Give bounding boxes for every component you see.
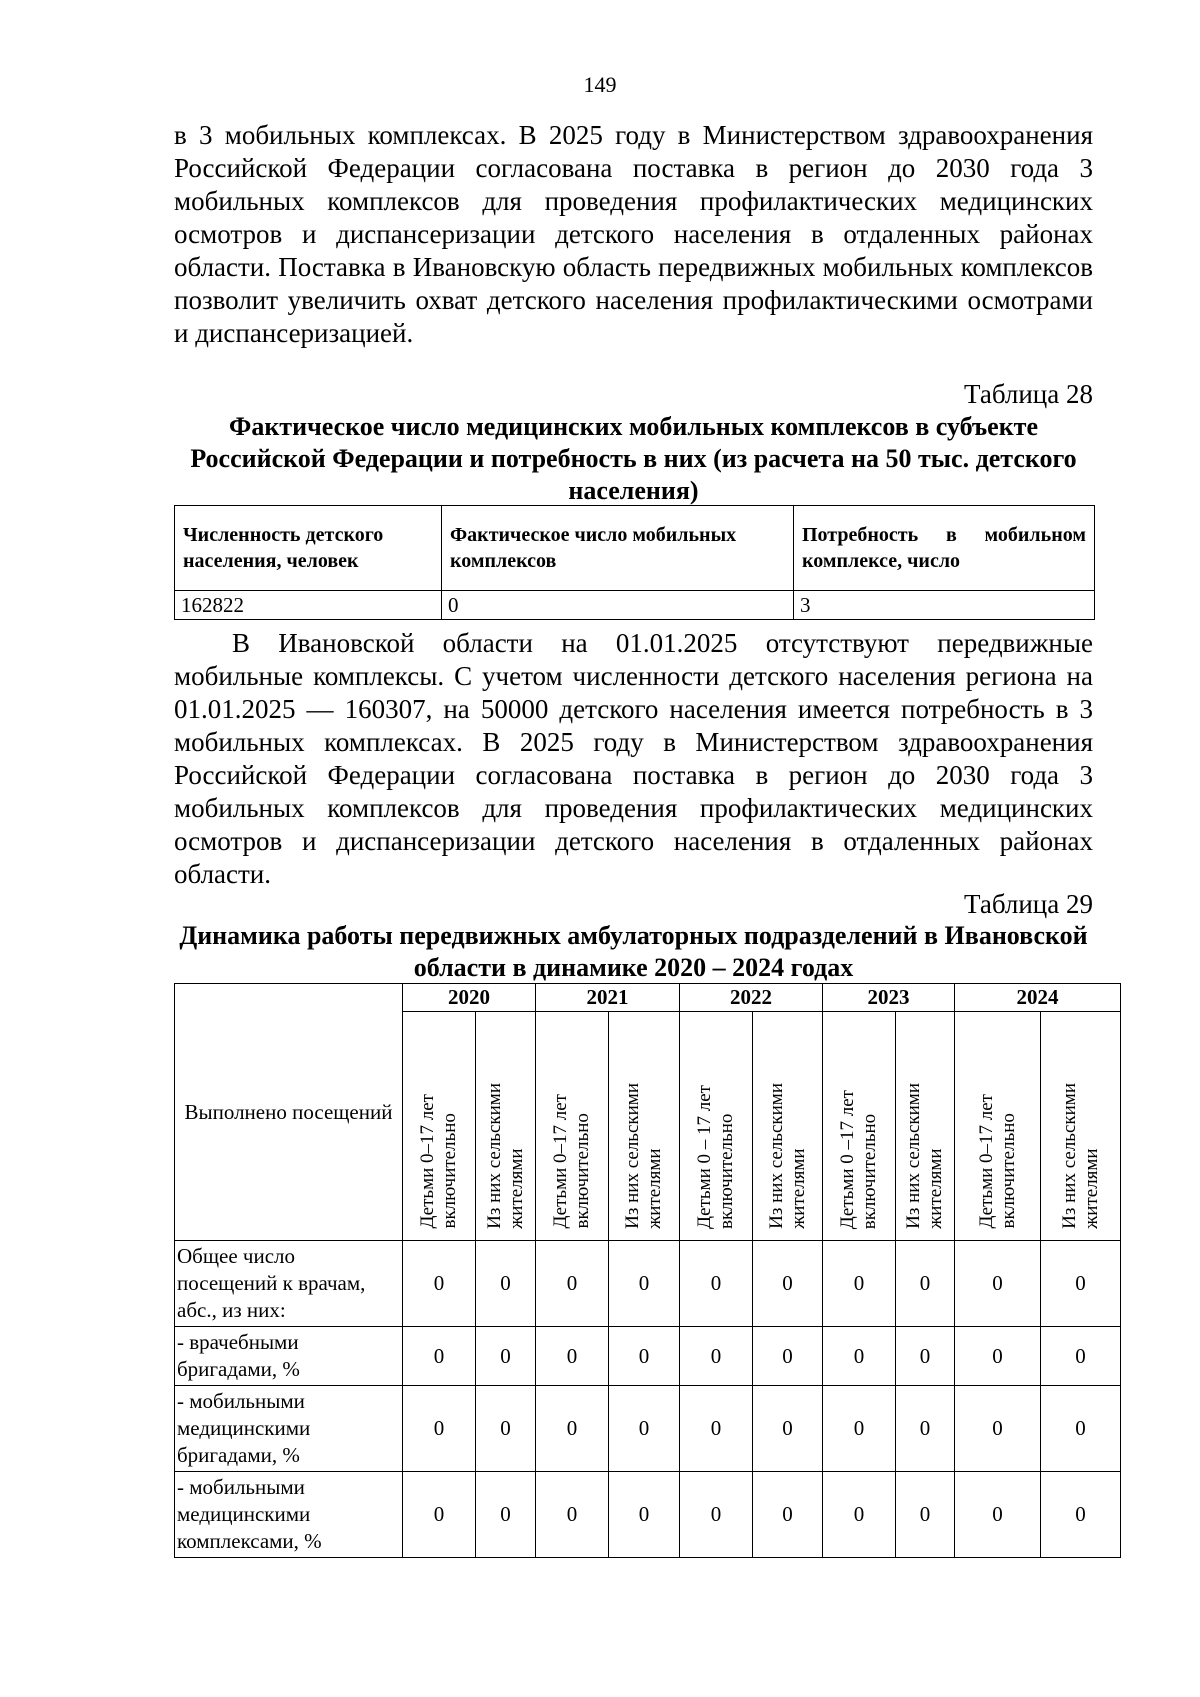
table-28-title: Фактическое число медицинских мобильных комплексов в субъекте Российской Федерации и потребность в них (из расчета на 50 тыс. детского населения) [190,412,1077,505]
table-28-header-row [175,506,1095,591]
table-29-subheader-label: Детьми 0–17 лет включительно [417,1094,460,1229]
table-cell: 0 [536,1386,609,1472]
table-cell: 0 [476,1386,536,1472]
table-cell: 0 [609,1386,680,1472]
table-28-cell-population: 162822 [175,591,442,620]
table-cell: 0 [753,1386,823,1472]
table-29-year-row [175,984,1121,1012]
table-cell: 0 [680,1386,753,1472]
table-29-subheader-label: Из них сельскими жителями [765,1083,809,1229]
table-29-subheader-label: Из них сельскими жителями [1058,1083,1102,1229]
table-cell: 0 [403,1327,476,1386]
table-29 [174,983,1121,1558]
table-cell: 0 [476,1327,536,1386]
table-cell: 0 [955,1241,1041,1327]
table-29-subheader-label: Детьми 0–17 лет включительно [975,1094,1019,1229]
table-29-corner-header: Выполнено посещений [175,984,403,1241]
table-29-subheader [680,1012,753,1241]
table-29-subheader [896,1012,955,1241]
page-number: 149 [583,72,617,97]
table-29-subheader [753,1012,823,1241]
table-cell: 0 [476,1241,536,1327]
table-cell: 0 [680,1327,753,1386]
paragraph-1: в 3 мобильных комплексах. В 2025 году в Министерством здравоохранения Российской Федерации согласована поставка в регион до 2030 года 3 мобильных комплексов для проведения профилактических медицинских осмотров и диспансеризации детского населения в отдаленных районах области. Поставка в Ивановскую область передвижных мобильных комплексов позволит увеличить охват детского населения профилактическими осмотрами и диспансеризацией. [174,120,1093,348]
table-cell: 0 [1041,1327,1121,1386]
table-cell: 0 [896,1327,955,1386]
table-28-header-actual: Фактическое число мобильных комплексов [442,506,794,591]
table-29-subheader [955,1012,1041,1241]
table-29-year-2020: 2020 [403,984,536,1012]
table-29-subheader-label: Из них сельскими жителями [483,1083,527,1229]
table-29-subheader [536,1012,609,1241]
table-29-row-label: Общее число посещений к врачам, абс., из них: [175,1241,403,1327]
table-row [175,1241,1121,1327]
table-cell: 0 [955,1386,1041,1472]
table-cell: 0 [403,1241,476,1327]
table-29-subheader [1041,1012,1121,1241]
table-row [175,1472,1121,1558]
table-29-subheader-label: Детьми 0 – 17 лет включительно [694,1084,737,1229]
table-cell: 0 [896,1472,955,1558]
table-29-year-2023: 2023 [823,984,955,1012]
table-cell: 0 [1041,1472,1121,1558]
table-cell: 0 [609,1472,680,1558]
table-cell: 0 [476,1472,536,1558]
table-29-subheader [403,1012,476,1241]
table-cell: 0 [609,1327,680,1386]
table-28-cell-actual: 0 [442,591,794,620]
table-cell: 0 [536,1241,609,1327]
table-cell: 0 [823,1472,896,1558]
table-row [175,591,1095,620]
table-28-label: Таблица 28 [964,379,1093,409]
table-29-year-2021: 2021 [536,984,680,1012]
table-29-row-label: - врачебными бригадами, % [175,1327,403,1386]
table-29-year-2022: 2022 [680,984,823,1012]
table-cell: 0 [536,1472,609,1558]
table-29-row-label: - мобильными медицинскими бригадами, % [175,1386,403,1472]
table-29-subheader-label: Из них сельскими жителями [622,1083,665,1229]
table-29-subheader [823,1012,896,1241]
table-cell: 0 [1041,1241,1121,1327]
table-cell: 0 [823,1386,896,1472]
table-28-header-need: Потребность в мобильном комплексе, число [794,506,1095,591]
table-29-year-2024: 2024 [955,984,1121,1012]
table-29-subheader-label: Из них сельскими жителями [903,1083,946,1229]
table-29-label: Таблица 29 [964,889,1093,919]
table-cell: 0 [955,1472,1041,1558]
table-cell: 0 [823,1241,896,1327]
table-cell: 0 [403,1472,476,1558]
table-29-title: Динамика работы передвижных амбулаторных подразделений в Ивановской области в динамике 2020 – 2024 годах [179,921,1088,982]
table-cell: 0 [753,1472,823,1558]
table-29-subheader-label: Детьми 0 –17 лет включительно [837,1089,880,1229]
table-cell: 0 [609,1241,680,1327]
table-cell: 0 [1041,1386,1121,1472]
table-cell: 0 [680,1472,753,1558]
table-cell: 0 [753,1241,823,1327]
table-cell: 0 [896,1241,955,1327]
table-29-subheader [609,1012,680,1241]
table-cell: 0 [753,1327,823,1386]
table-row [175,1386,1121,1472]
table-cell: 0 [896,1386,955,1472]
table-29-subheader-label: Детьми 0–17 лет включительно [550,1094,593,1229]
table-row [175,1327,1121,1386]
table-28-cell-need: 3 [794,591,1095,620]
table-29-subheader [476,1012,536,1241]
table-28-header-population: Численность детского населения, человек [175,506,442,591]
table-cell: 0 [536,1327,609,1386]
table-cell: 0 [823,1327,896,1386]
paragraph-2: В Ивановской области на 01.01.2025 отсутствуют передвижные мобильные комплексы. С учетом численности детского населения региона на 01.01.2025 — 160307, на 50000 детского населения имеется потребность в 3 мобильных комплексах. В 2025 году в Министерством здравоохранения Российской Федерации согласована поставка в регион до 2030 года 3 мобильных комплексов для проведения профилактических медицинских осмотров и диспансеризации детского населения в отдаленных районах области. [174,628,1093,889]
table-cell: 0 [403,1386,476,1472]
table-29-row-label: - мобильными медицинскими комплексами, % [175,1472,403,1558]
table-cell: 0 [955,1327,1041,1386]
table-cell: 0 [680,1241,753,1327]
table-28 [174,505,1095,620]
